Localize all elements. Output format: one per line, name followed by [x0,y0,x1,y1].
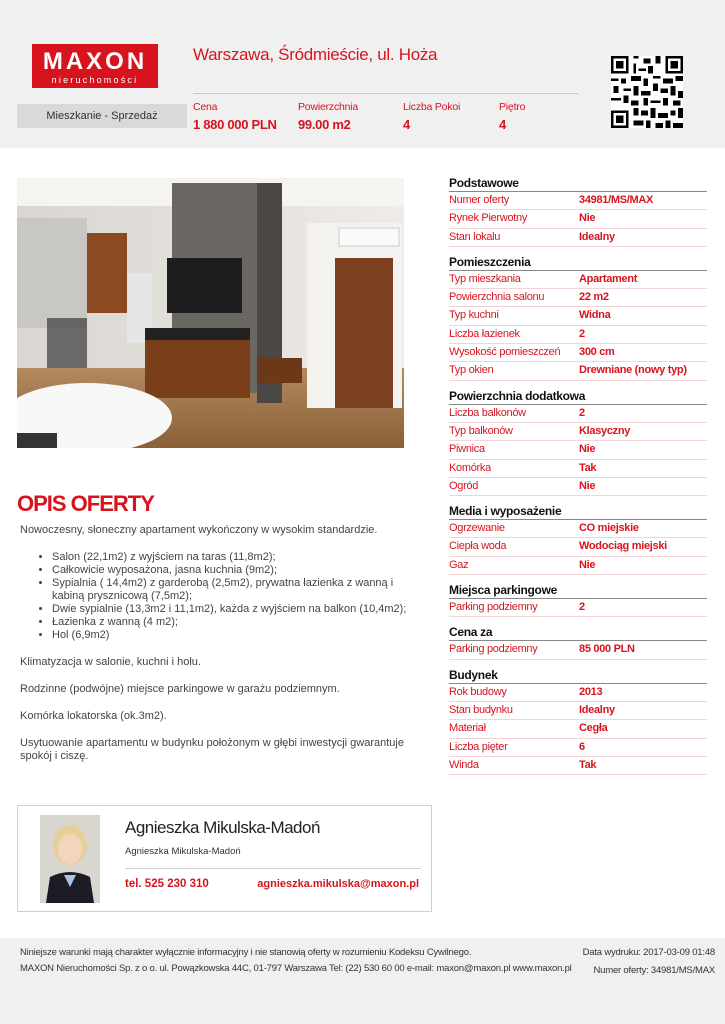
agent-card [17,805,432,912]
spec-row [449,739,707,757]
spec-value: 2 [579,327,585,340]
list-item: • Łazienka z wanną (4 m2); [52,616,415,629]
spec-row [449,210,707,228]
spec-row [449,557,707,575]
description-body [20,524,415,777]
list-item: • Dwie sypialnie (13,3m2 i 11,1m2), każda z wyjściem na balkon (10,4m2); [52,603,415,616]
spec-row [449,271,707,289]
apartment-photo[interactable] [17,178,404,448]
rooms-label: Liczba Pokoi [403,101,461,113]
spec-key: Piwnica [449,443,485,456]
area-label: Powierzchnia [298,101,359,113]
section-title: Budynek [449,668,707,684]
spec-key: Parking podziemny [449,601,538,614]
spec-row [449,641,707,659]
spec-value: Idealny [579,703,615,716]
spec-section-media [449,504,707,575]
area-value: 99.00 m2 [298,117,351,132]
spec-key: Numer oferty [449,194,509,206]
spec-key: Wysokość pomieszczeń [449,346,561,359]
section-title: Powierzchnia dodatkowa [449,389,707,405]
spec-value: 22 m2 [579,291,609,304]
header [0,0,725,148]
spec-row [449,362,707,380]
spec-value: Nie [579,212,596,225]
description-list [20,551,415,642]
spec-row [449,307,707,325]
logo-brand: MAXON [42,48,148,75]
list-item: • Salon (22,1m2) z wyjściem na taras (11,8m2); [52,551,415,564]
spec-row [449,757,707,775]
agent-divider [125,868,421,869]
spec-value: Wodociąg miejski [579,540,667,553]
spec-key: Komórka [449,461,491,474]
spec-section-parking [449,583,707,617]
agent-phone-link[interactable]: tel. 525 230 310 [125,878,209,890]
spec-key: Stan budynku [449,703,513,716]
section-title: Podstawowe [449,176,707,192]
property-address: Warszawa, Śródmieście, ul. Hoża [193,45,438,64]
spec-value: Idealny [579,230,615,243]
price-block [193,101,277,132]
section-title: Miejsca parkingowe [449,583,707,599]
spec-value: 2013 [579,685,603,698]
spec-row [449,326,707,344]
spec-value: Apartament [579,272,638,285]
floor-label: Piętro [499,101,526,113]
spec-value: 34981/MS/MAX [579,194,654,206]
maxon-logo[interactable] [32,44,158,88]
spec-row [449,702,707,720]
spec-row [449,289,707,307]
spec-key: Rynek Pierwotny [449,212,528,225]
spec-section-extra-area [449,389,707,496]
spec-key: Typ balkonów [449,424,513,437]
spec-key: Typ mieszkania [449,272,521,285]
floor-block [499,101,525,132]
description-paragraph: Usytuowanie apartamentu w budynku położonym w głębi inwestycji gwarantuje spokój i ciszę. [20,737,404,762]
spec-value: Nie [579,479,596,492]
spec-value: CO miejskie [579,522,639,535]
spec-value: 6 [579,740,585,753]
qr-code-icon[interactable] [611,56,683,128]
spec-key: Ogrzewanie [449,522,505,535]
agent-email-link[interactable]: agnieszka.mikulska@maxon.pl [257,878,419,890]
rooms-block [403,101,460,132]
spec-row [449,520,707,538]
spec-key: Ogród [449,479,479,492]
spec-value: Drewniane (nowy typ) [579,364,687,377]
spec-value: 85 000 PLN [579,643,635,656]
section-title: Media i wyposażenie [449,504,707,520]
spec-key: Winda [449,758,479,771]
spec-key: Liczba pięter [449,740,508,753]
logo-subtitle: nieruchomości [51,75,139,85]
spec-row [449,478,707,496]
specs-panel [449,168,707,775]
footer [0,938,725,1024]
spec-section-price-for [449,625,707,659]
header-divider [193,93,578,94]
list-item: • Całkowicie wyposażona, jasna kuchnia (9m2); [52,564,415,577]
footer-company: MAXON Nieruchomości Sp. z o o. ul. Powązkowska 44C, 01-797 Warszawa Tel: (22) 530 60 00 e-mail: maxon@maxon.pl www.maxon.pl [20,963,572,974]
spec-row [449,423,707,441]
footer-offer-number: Numer oferty: 34981/MS/MAX [593,965,715,976]
spec-key: Gaz [449,558,469,571]
section-title: Pomieszczenia [449,255,707,271]
spec-key: Parking podziemny [449,643,538,656]
spec-value: Widna [579,309,611,322]
spec-value: Cegła [579,722,608,735]
spec-section-basic [449,176,707,247]
spec-row [449,344,707,362]
price-label: Cena [193,101,218,113]
spec-section-rooms [449,255,707,381]
spec-key: Rok budowy [449,685,507,698]
spec-value: Klasyczny [579,424,631,437]
agent-avatar [40,815,100,903]
spec-key: Typ okien [449,364,494,377]
spec-row [449,599,707,617]
spec-value: Tak [579,758,597,771]
section-title: Cena za [449,625,707,641]
spec-key: Powierzchnia salonu [449,291,545,304]
spec-value: Tak [579,461,597,474]
spec-key: Liczba balkonów [449,406,526,419]
spec-row [449,441,707,459]
spec-row [449,460,707,478]
list-item: • Sypialnia ( 14,4m2) z garderobą (2,5m2), prywatna łazienka z wanną i kabiną prysznicową (7,5m2); [52,577,415,603]
agent-subtitle: Agnieszka Mikulska-Madoń [125,846,241,857]
description-paragraph: Komórka lokatorska (ok.3m2). [20,710,167,722]
spec-section-building [449,668,707,775]
rooms-value: 4 [403,117,410,132]
area-block [298,101,358,132]
spec-row [449,720,707,738]
description-title: OPIS OFERTY [17,491,154,516]
spec-value: 2 [579,601,585,614]
spec-value: Nie [579,558,596,571]
footer-disclaimer: Niniejsze warunki mają charakter wyłącznie informacyjny i nie stanowią oferty w rozumieniu Kodeksu Cywilnego. [20,947,472,958]
spec-key: Stan lokalu [449,230,501,243]
spec-row [449,684,707,702]
property-type-badge: Mieszkanie - Sprzedaż [17,104,187,128]
price-value: 1 880 000 PLN [193,117,277,132]
spec-value: Nie [579,443,596,456]
spec-key: Typ kuchni [449,309,499,322]
description-paragraph: Klimatyzacja w salonie, kuchni i holu. [20,656,201,668]
spec-key: Liczba łazienek [449,327,520,340]
footer-print-date: Data wydruku: 2017-03-09 01:48 [582,947,715,958]
spec-row [449,192,707,210]
spec-value: 2 [579,406,585,419]
spec-key: Ciepła woda [449,540,507,553]
list-item: • Hol (6,9m2) [52,629,415,642]
spec-key: Materiał [449,722,486,735]
spec-row [449,538,707,556]
spec-row [449,229,707,247]
agent-name: Agnieszka Mikulska-Madoń [125,818,320,837]
description-paragraph: Rodzinne (podwójne) miejsce parkingowe w garażu podziemnym. [20,683,340,695]
description-intro: Nowoczesny, słoneczny apartament wykończony w wysokim standardzie. [20,524,378,536]
floor-value: 4 [499,117,506,132]
spec-value: 300 cm [579,346,615,359]
spec-row [449,405,707,423]
